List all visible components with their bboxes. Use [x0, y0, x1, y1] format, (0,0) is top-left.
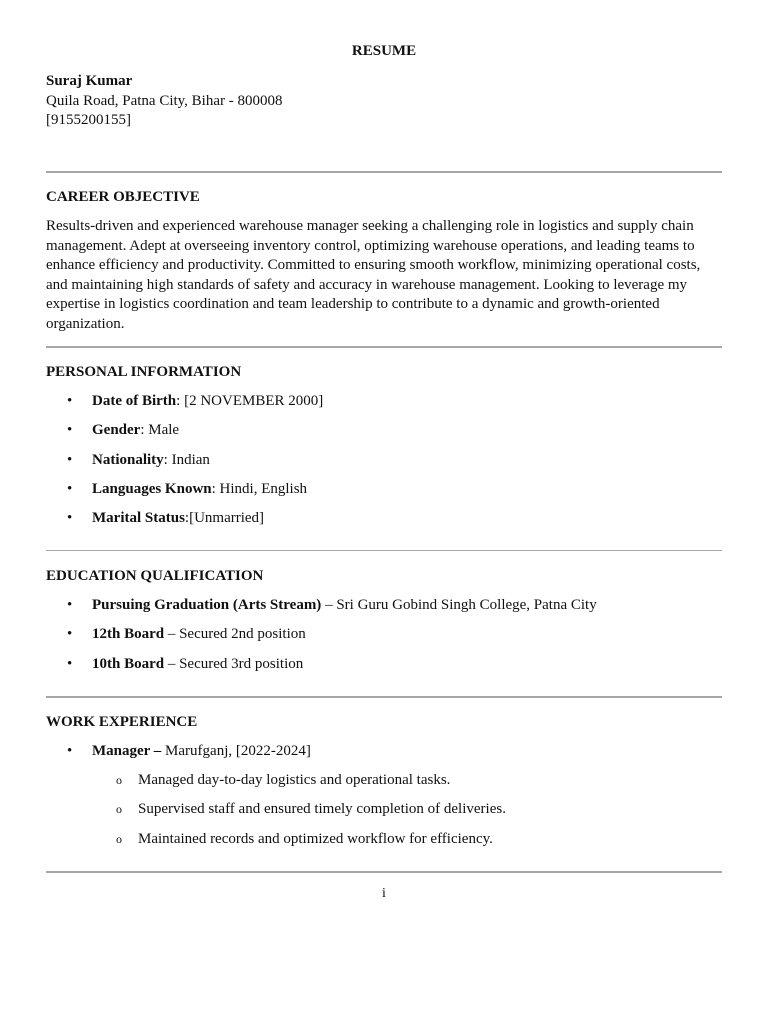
- document-title: RESUME: [351, 43, 417, 59]
- duty-item: o Managed day-to-day logistics and operational tasks.: [46, 771, 506, 800]
- item-separator: :: [176, 393, 185, 409]
- contact-header: [46, 72, 283, 131]
- duty-item: o Maintained records and optimized workflow for efficiency.: [46, 830, 506, 859]
- item-separator: :: [184, 510, 190, 527]
- work-experience-list: [46, 742, 311, 771]
- candidate-name: Suraj Kumar: [46, 73, 133, 89]
- job-details: Marufganj, [2022-2024]: [165, 743, 311, 759]
- duties-list: [46, 771, 506, 859]
- item-separator: :: [140, 422, 149, 439]
- item-value: Male: [148, 422, 180, 439]
- item-label: 12th Board: [92, 626, 165, 643]
- list-item: [46, 392, 323, 421]
- item-separator: :: [163, 451, 172, 468]
- candidate-address: Quila Road, Patna City, Bihar - 800008: [46, 92, 283, 109]
- section-divider: [46, 550, 722, 551]
- item-separator: :: [211, 480, 220, 497]
- item-value: Secured 3rd position: [179, 655, 304, 672]
- item-separator: –: [164, 626, 180, 643]
- education-list: [46, 596, 597, 684]
- item-separator: –: [321, 597, 337, 613]
- page-number: i: [382, 886, 386, 901]
- item-label: Date of Birth: [92, 393, 177, 409]
- education-heading: EDUCATION QUALIFICATION: [46, 568, 264, 584]
- item-value: Secured 2nd position: [179, 626, 306, 643]
- item-value: [2 NOVEMBER 2000]: [184, 393, 324, 409]
- section-divider: [46, 696, 722, 698]
- item-value: [Unmarried]: [189, 510, 265, 527]
- section-divider: [46, 346, 722, 348]
- item-label: Gender: [92, 422, 141, 439]
- item-value: Hindi, English: [219, 480, 308, 497]
- career-objective-heading: CAREER OBJECTIVE: [46, 189, 200, 205]
- personal-information-heading: PERSONAL INFORMATION: [46, 364, 242, 380]
- item-label: Marital Status: [92, 510, 185, 527]
- section-divider: [46, 171, 722, 173]
- candidate-phone: [9155200155]: [46, 112, 131, 128]
- personal-information-list: [46, 392, 323, 538]
- item-value: Indian: [171, 451, 210, 468]
- item-value: Sri Guru Gobind Singh College, Patna City: [336, 597, 597, 613]
- list-item: [46, 625, 597, 654]
- job-title: Manager: [92, 743, 151, 759]
- list-item: [46, 742, 311, 771]
- list-item: [46, 596, 597, 625]
- list-item: [46, 421, 323, 450]
- list-item: [46, 655, 597, 684]
- list-item: [46, 480, 323, 509]
- list-item: [46, 509, 323, 538]
- list-item: [46, 451, 323, 480]
- item-separator: –: [150, 743, 166, 759]
- work-experience-heading: WORK EXPERIENCE: [46, 714, 198, 730]
- item-label: Nationality: [92, 451, 164, 468]
- career-objective-text: Results-driven and experienced warehouse manager seeking a challenging role in logistics and supply chain management. Adept at overseeing inventory control, optimizing warehouse operations, and leading teams to enhance efficiency and productivity. Committed to ensuring smooth workflow, minimizing operational costs, and maintaining high standards of safety and accuracy in warehouse management. Looking to leverage my expertise in logistics coordination and team leadership to contribute to a dynamic and growth-oriented organization.: [46, 218, 701, 332]
- item-separator: –: [164, 655, 180, 672]
- section-divider: [46, 871, 722, 873]
- item-label: 10th Board: [92, 655, 165, 672]
- item-label: Languages Known: [92, 480, 212, 497]
- item-label: Pursuing Graduation (Arts Stream): [92, 597, 322, 613]
- duty-item: o Supervised staff and ensured timely completion of deliveries.: [46, 800, 506, 829]
